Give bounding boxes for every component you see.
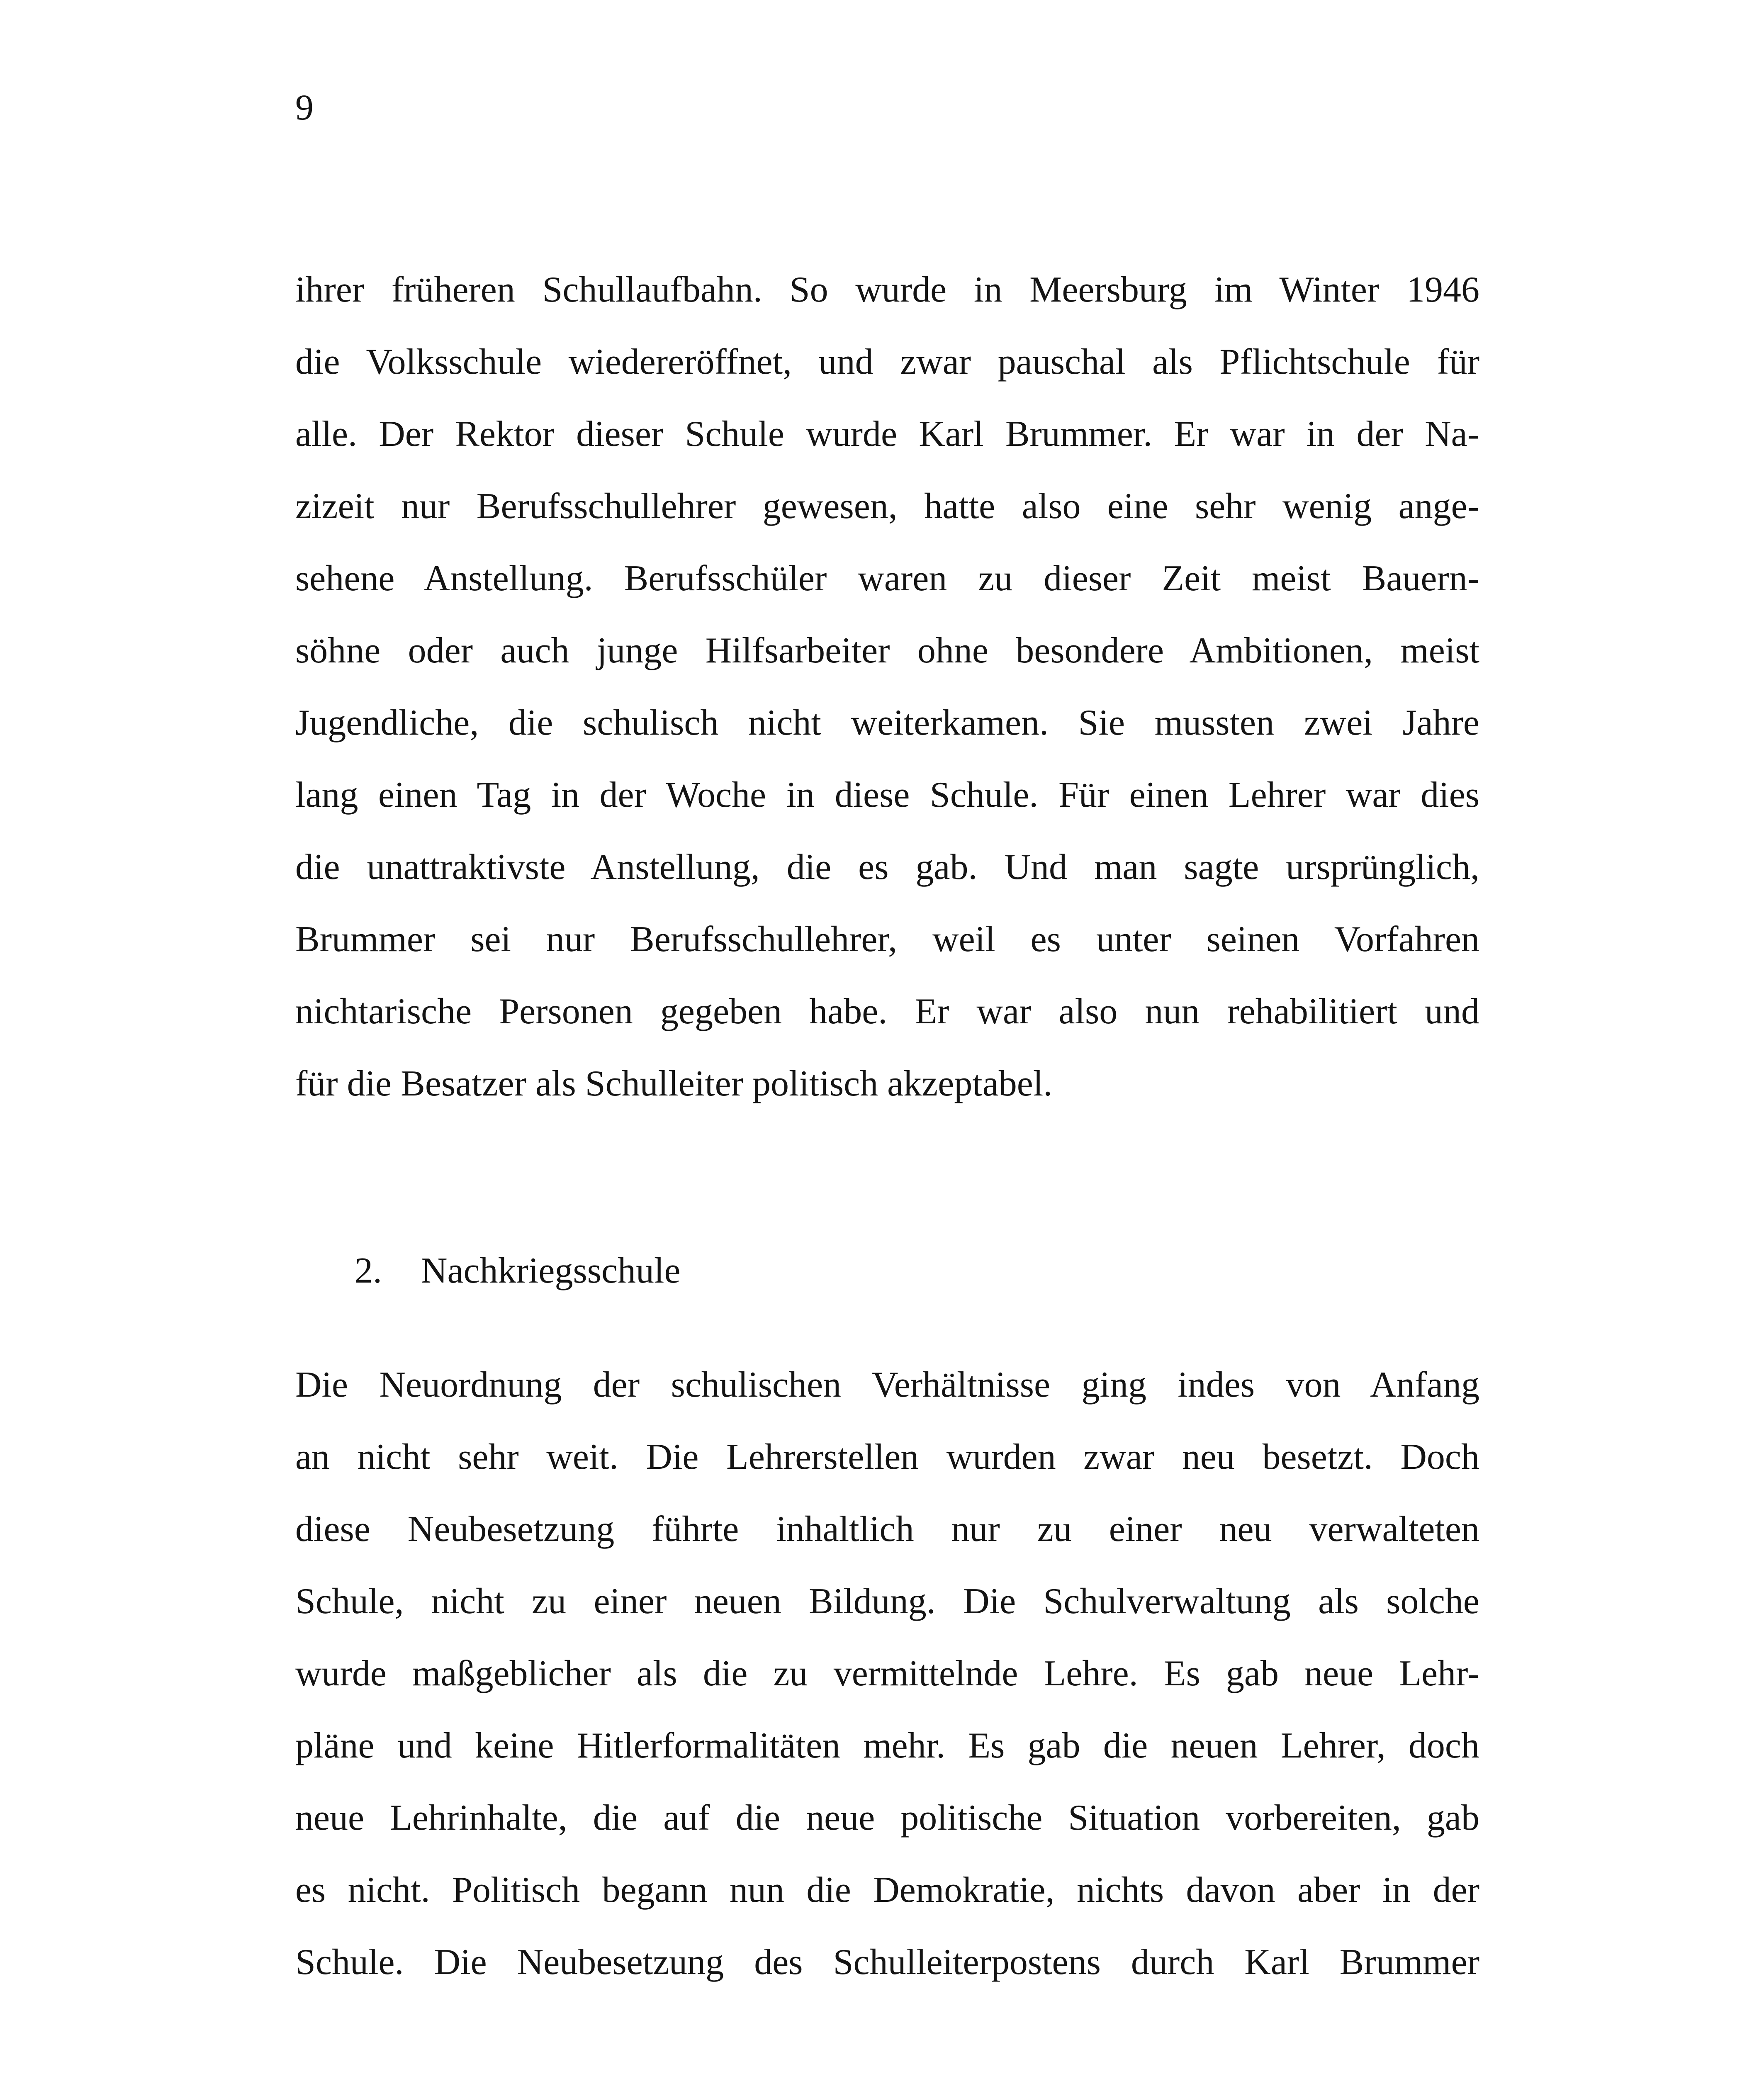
paragraph-2-line: Die Neuordnung der schulischen Verhältnisse ging indes von Anfang xyxy=(295,1365,1479,1405)
page-number: 9 xyxy=(295,88,314,128)
paragraph-2-line: diese Neubesetzung führte inhaltlich nur zu einer neu verwalteten xyxy=(295,1509,1479,1549)
paragraph-1-line: Jugendliche, die schulisch nicht weiterkamen. Sie mussten zwei Jahre xyxy=(295,703,1479,743)
section-heading xyxy=(355,1246,681,1296)
paragraph-2-line: an nicht sehr weit. Die Lehrerstellen wurden zwar neu besetzt. Doch xyxy=(295,1437,1479,1477)
paragraph-1-line: Brummer sei nur Berufsschullehrer, weil es unter seinen Vorfahren xyxy=(295,919,1479,959)
paragraph-2 xyxy=(295,1349,1479,1999)
section-heading-title: Nachkriegsschule xyxy=(421,1251,681,1291)
paragraph-2-line: Schule. Die Neubesetzung des Schulleiterpostens durch Karl Brummer xyxy=(295,1942,1479,1982)
section-heading-number: 2. xyxy=(355,1251,382,1291)
paragraph-1 xyxy=(295,254,1479,1120)
paragraph-2-line: pläne und keine Hitlerformalitäten mehr. Es gab die neuen Lehrer, doch xyxy=(295,1726,1479,1766)
paragraph-1-line: lang einen Tag in der Woche in diese Schule. Für einen Lehrer war dies xyxy=(295,775,1479,815)
paragraph-1-line: die Volksschule wiedereröffnet, und zwar pauschal als Pflichtschule für xyxy=(295,342,1479,382)
paragraph-1-line: zizeit nur Berufsschullehrer gewesen, hatte also eine sehr wenig ange- xyxy=(295,486,1479,526)
paragraph-1-line: für die Besatzer als Schulleiter politisch akzeptabel. xyxy=(295,1064,1053,1104)
paragraph-1-line: ihrer früheren Schullaufbahn. So wurde in Meersburg im Winter 1946 xyxy=(295,270,1479,310)
paragraph-1-line: nichtarische Personen gegeben habe. Er war also nun rehabilitiert und xyxy=(295,991,1479,1032)
paragraph-1-line: söhne oder auch junge Hilfsarbeiter ohne besondere Ambitionen, meist xyxy=(295,630,1479,671)
paragraph-1-line: die unattraktivste Anstellung, die es gab. Und man sagte ursprünglich, xyxy=(295,847,1479,887)
paragraph-2-line: wurde maßgeblicher als die zu vermittelnde Lehre. Es gab neue Lehr- xyxy=(295,1653,1479,1694)
paragraph-2-line: es nicht. Politisch begann nun die Demokratie, nichts davon aber in der xyxy=(295,1870,1479,1910)
paragraph-2-line: neue Lehrinhalte, die auf die neue politische Situation vorbereiten, gab xyxy=(295,1798,1479,1838)
paragraph-1-line: sehene Anstellung. Berufsschüler waren zu dieser Zeit meist Bauern- xyxy=(295,558,1479,599)
paragraph-1-line: alle. Der Rektor dieser Schule wurde Karl Brummer. Er war in der Na- xyxy=(295,414,1479,454)
paragraph-2-line: Schule, nicht zu einer neuen Bildung. Die Schulverwaltung als solche xyxy=(295,1581,1479,1621)
